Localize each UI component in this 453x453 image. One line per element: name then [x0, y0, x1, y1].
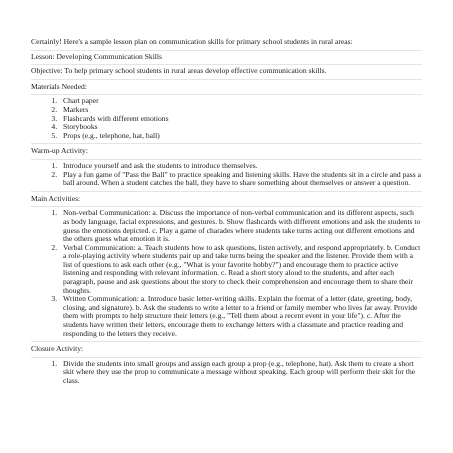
closure-list — [31, 360, 422, 386]
materials-heading: Materials Needed: — [31, 80, 422, 96]
warmup-section — [31, 160, 422, 192]
intro-text: Certainly! Here's a sample lesson plan on communication skills for primary school students in rural areas: — [31, 37, 353, 46]
list-item: 1. Divide the students into small groups and assign each group a prop (e.g., telephone, hat). Ask them to create a short skit where they use the prop to communicate a message without speaking. Each group will perform their skit for the class. — [59, 360, 422, 386]
warmup-heading: Warm-up Activity: — [31, 144, 422, 160]
list-item: 2. Play a fun game of "Pass the Ball" to practice speaking and listening skills. Have the students sit in a circle and pass a ball around. When a student catches the ball, they have to share something about themselves or answer a question. — [59, 171, 422, 188]
list-item: 4. Storybooks — [59, 123, 422, 132]
list-item: 5. Props (e.g., telephone, hat, ball) — [59, 132, 422, 141]
main-section — [31, 207, 422, 342]
warmup-list — [31, 162, 422, 188]
list-item: 3. Written Communication: a. Introduce basic letter-writing skills. Explain the format of a letter (date, greeting, body, closing, and signature). b. Ask the students to write a letter to a friend or family member who lives far away. Provide them with prompts to help structure their letters (e.g., "Tell them about a recent event in your life"). c. After the students have written their letters, encourage them to exchange letters with a classmate and practice reading and responding to the letters they receive. — [59, 295, 422, 338]
list-item: 1. Introduce yourself and ask the students to introduce themselves. — [59, 162, 422, 171]
list-item: 3. Flashcards with different emotions — [59, 115, 422, 124]
list-item: 2. Verbal Communication: a. Teach students how to ask questions, listen actively, and respond appropriately. b. Conduct a role-playing activity where students pair up and take turns being the speaker and the listener. Provide them with a list of questions to ask each other (e.g., "What is your favorite hobby?") and encourage them to practice active listening and responding with relevant information. c. Read a short story aloud to the students, and after each paragraph, pause and ask questions about the story to check their comprehension and encourage them to share their thoughts. — [59, 244, 422, 296]
main-heading: Main Activities: — [31, 192, 422, 208]
closure-section — [31, 358, 422, 389]
lesson-title: Lesson: Developing Communication Skills — [31, 51, 162, 61]
materials-section — [31, 95, 422, 144]
intro-section — [31, 36, 422, 51]
list-item: 2. Markers — [59, 106, 422, 115]
materials-list — [31, 97, 422, 140]
main-activities-list — [31, 209, 422, 338]
objective-section — [31, 65, 422, 80]
objective-text: Objective: To help primary school students in rural areas develop effective communication skills. — [31, 66, 327, 76]
lesson-section — [31, 51, 422, 66]
list-item: 1. Chart paper — [59, 97, 422, 106]
list-item: 1. Non-verbal Communication: a. Discuss the importance of non-verbal communication and its different aspects, such as body language, facial expressions, and gestures. b. Show flashcards with different emotions and ask the students to guess the emotions depicted. c. Play a game of charades where students take turns acting out different emotions and the others guess what emotion it is. — [59, 209, 422, 243]
closure-heading: Closure Activity: — [31, 342, 422, 358]
lesson-plan-document — [31, 36, 422, 450]
